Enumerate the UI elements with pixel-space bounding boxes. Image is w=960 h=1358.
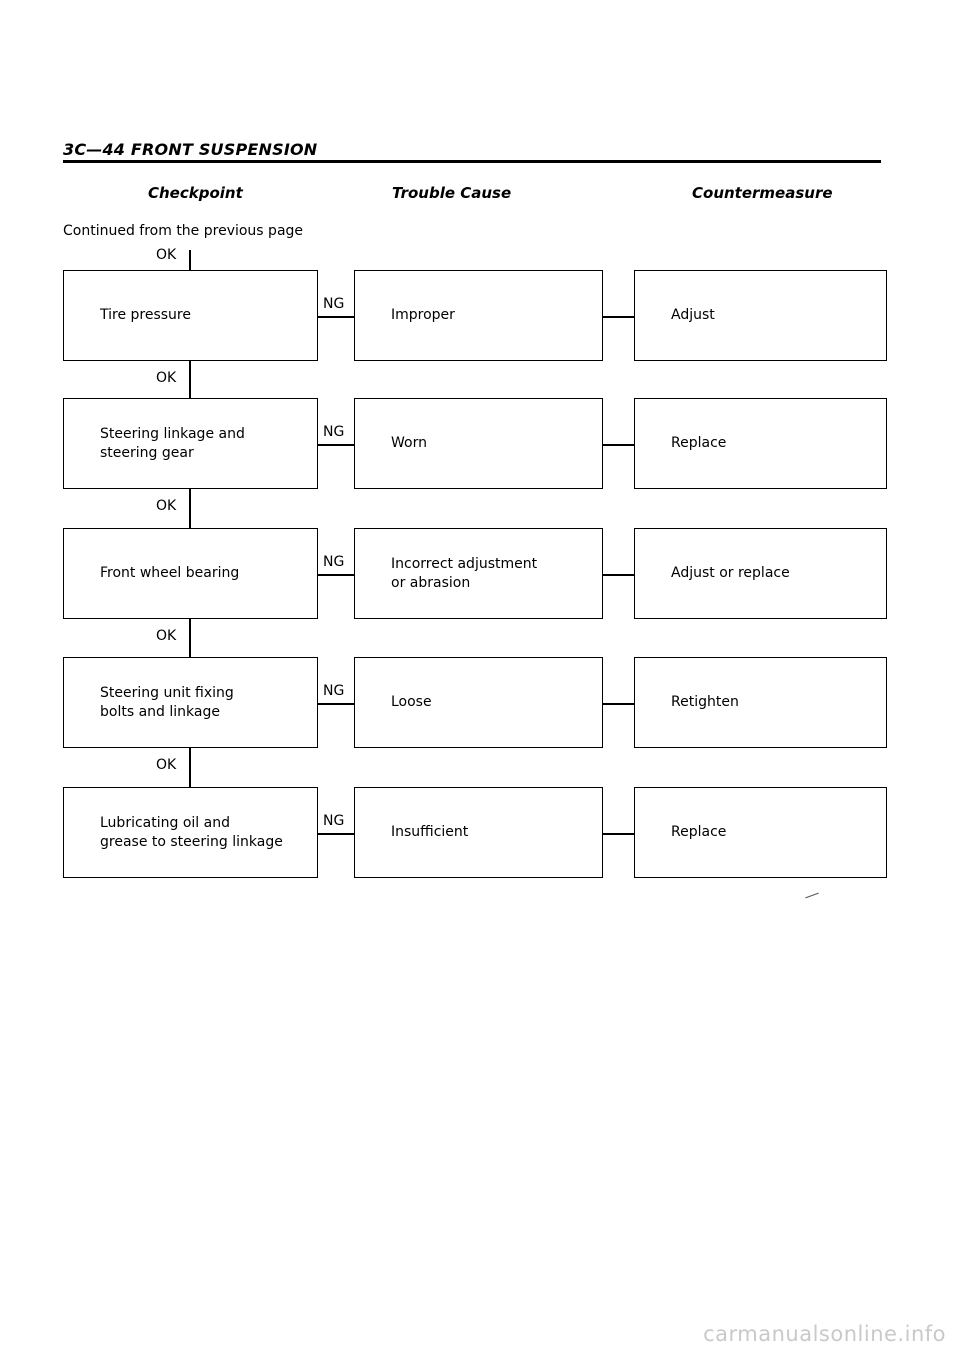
- countermeasure-text: Retighten: [671, 694, 739, 710]
- ok-connector: [189, 489, 191, 528]
- ng-label: NG: [323, 554, 345, 570]
- countermeasure-box-1: [634, 270, 887, 361]
- trouble-cause-text: Loose: [391, 694, 432, 710]
- ng-label: NG: [323, 296, 345, 312]
- trouble-cause-text: Insufficient: [391, 824, 469, 840]
- trouble-cause-text: Worn: [391, 435, 427, 451]
- ng-connector: [318, 703, 354, 705]
- trouble-cause-box-1: [354, 270, 603, 361]
- trouble-cause-box-5: [354, 787, 603, 878]
- countermeasure-box-2: [634, 398, 887, 489]
- checkpoint-box-4: [63, 657, 318, 748]
- ng-connector: [318, 316, 354, 318]
- trouble-cause-box-4: [354, 657, 603, 748]
- continued-note: Continued from the previous page: [63, 223, 304, 239]
- checkpoint-box-2: [63, 398, 318, 489]
- ok-label: OK: [156, 628, 177, 644]
- column-header-checkpoint: Checkpoint: [148, 184, 243, 202]
- ng-connector: [318, 444, 354, 446]
- checkpoint-box-3: [63, 528, 318, 619]
- checkpoint-text: Steering unit fixing bolts and linkage: [100, 684, 234, 720]
- countermeasure-text: Adjust or replace: [671, 565, 790, 581]
- countermeasure-box-4: [634, 657, 887, 748]
- countermeasure-box-3: [634, 528, 887, 619]
- page-title: 3C—44 FRONT SUSPENSION: [63, 140, 318, 159]
- ok-label: OK: [156, 498, 177, 514]
- cause-measure-connector: [603, 703, 634, 705]
- countermeasure-text: Replace: [671, 824, 727, 840]
- cause-measure-connector: [603, 833, 634, 835]
- column-header-countermeasure: Countermeasure: [692, 184, 833, 202]
- ok-label: OK: [156, 370, 177, 386]
- checkpoint-box-5: [63, 787, 318, 878]
- countermeasure-box-5: [634, 787, 887, 878]
- ok-connector: [189, 361, 191, 398]
- ok-connector: [189, 250, 191, 270]
- trouble-cause-text: Improper: [391, 307, 455, 323]
- ng-connector: [318, 833, 354, 835]
- trouble-cause-box-2: [354, 398, 603, 489]
- cause-measure-connector: [603, 444, 634, 446]
- watermark: carmanualsonline.info: [703, 1322, 946, 1346]
- scan-mark: [805, 893, 818, 899]
- countermeasure-text: Replace: [671, 435, 727, 451]
- ng-label: NG: [323, 683, 345, 699]
- column-header-trouble-cause: Trouble Cause: [392, 184, 512, 202]
- cause-measure-connector: [603, 574, 634, 576]
- ok-label: OK: [156, 757, 177, 773]
- ng-label: NG: [323, 424, 345, 440]
- checkpoint-box-1: [63, 270, 318, 361]
- countermeasure-text: Adjust: [671, 307, 715, 323]
- checkpoint-text: Steering linkage and steering gear: [100, 425, 245, 461]
- checkpoint-text: Tire pressure: [100, 307, 191, 323]
- ng-label: NG: [323, 813, 345, 829]
- header-rule: [63, 160, 881, 163]
- trouble-cause-text: Incorrect adjustment or abrasion: [391, 555, 538, 591]
- ng-connector: [318, 574, 354, 576]
- ok-connector: [189, 619, 191, 657]
- checkpoint-text: Front wheel bearing: [100, 565, 240, 581]
- checkpoint-text: Lubricating oil and grease to steering linkage: [100, 814, 283, 850]
- ok-connector: [189, 748, 191, 787]
- trouble-cause-box-3: [354, 528, 603, 619]
- cause-measure-connector: [603, 316, 634, 318]
- ok-label: OK: [156, 247, 177, 263]
